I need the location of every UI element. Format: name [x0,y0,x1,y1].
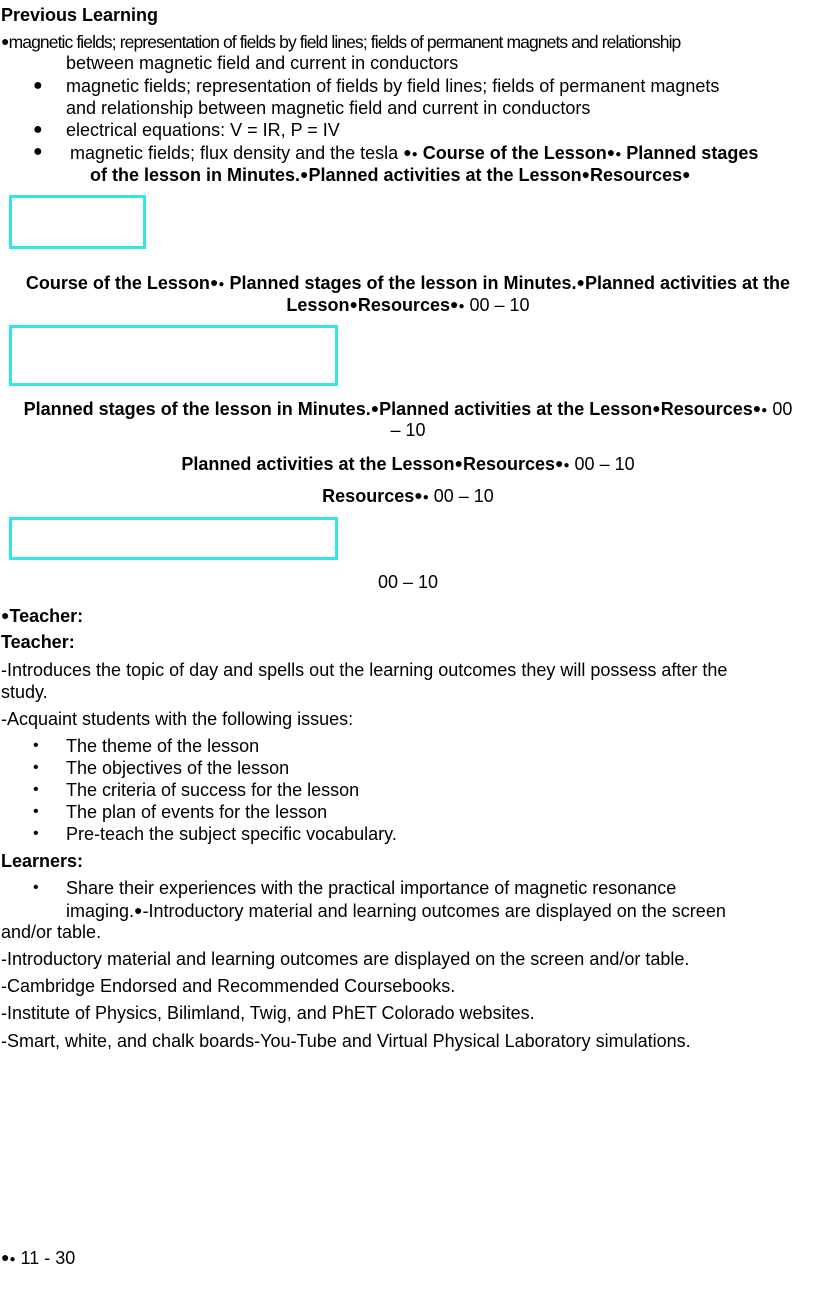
bullet-icon: ● [1,1249,10,1265]
list-item: • Pre-teach the subject specific vocabulary. [33,824,397,844]
resource-line: -Smart, white, and chalk boards-You-Tube and Virtual Physical Laboratory simulations. [1,1031,691,1051]
bullet-icon: ● [563,460,570,471]
teacher-heading: ●Teacher: [1,606,84,626]
list-item: • The criteria of success for the lesson [33,780,360,800]
bullet-icon: ● [449,296,459,312]
empty-field-box[interactable] [9,517,338,560]
bullet-icon: ● [761,405,768,416]
resource-line: -Institute of Physics, Bilimland, Twig, and PhET Colorado websites. [1,1003,535,1023]
planned-stages-line: Planned stages of the lesson in Minutes.●Planned activities at the Lesson●Resources●● 00 [23,399,793,419]
list-item: • The objectives of the lesson [33,758,290,778]
bullet-icon: ● [606,144,616,160]
bullet-icon: ● [134,902,143,918]
empty-field-box[interactable] [9,325,338,386]
bullet-icon: ● [403,144,412,160]
bullet-icon: ● [682,166,691,182]
learners-line-cont: imaging.●-Introductory material and learning outcomes are displayed on the screen [66,901,726,921]
learners-line: Share their experiences with the practical importance of magnetic resonance [66,878,677,898]
bullet-icon: ● [414,487,423,503]
teacher-intro-cont: study. [1,682,48,702]
acquaint-line: -Acquaint students with the following issues: [1,709,354,729]
bullet-icon: ● [1,607,10,623]
time-range: 00 – 10 [377,572,439,592]
teacher-intro: -Introduces the topic of day and spells out the learning outcomes they will possess after the [1,660,728,680]
bullet-icon: ● [209,274,219,290]
bullet-icon: • [33,803,39,820]
bullet-icon: ● [218,279,225,290]
bullet-icon: ● [615,149,622,160]
bullet-icon: ● [752,400,762,416]
bullet-icon: ● [1,33,9,49]
bullet-icon: ● [411,149,418,160]
lesson-course-line-cont: Lesson●Resources●● 00 – 10 [286,295,530,315]
bullet-icon: ● [33,143,43,160]
bullet-icon: ● [454,455,463,471]
resources-line: Resources●● 00 – 10 [322,486,494,506]
planned-activities-line: Planned activities at the Lesson●Resources●● 00 – 10 [181,454,635,474]
resource-line: -Cambridge Endorsed and Recommended Coursebooks. [1,976,456,996]
bullet-icon: ● [581,166,591,182]
lesson-course-line: Course of the Lesson●● Planned stages of the lesson in Minutes.●Planned activities at the [25,273,791,293]
bullet-icon: • [33,825,39,842]
resource-line: -Introductory material and learning outcomes are displayed on the screen and/or table. [1,949,690,969]
footer-time: ●● 11 - 30 [1,1248,76,1268]
planned-stages-time: – 10 [390,420,426,440]
previous-learning-line-cont: between magnetic field and current in conductors [66,53,459,73]
bullet-icon: • [33,759,39,776]
bullet-icon: ● [370,400,380,416]
list-item: • The plan of events for the lesson [33,802,328,822]
bullet-icon: • [33,879,39,896]
bullet-icon: ● [458,301,465,312]
previous-learning-bullet-3-cont: of the lesson in Minutes.●Planned activities at the Lesson●Resources● [90,165,691,185]
previous-learning-heading: Previous Learning [1,5,159,25]
teacher-heading-2: Teacher: [1,632,75,652]
bullet-icon: • [33,781,39,798]
previous-learning-bullet-2: electrical equations: V = IR, P = IV [66,120,340,140]
previous-learning-bullet-1: magnetic fields; representation of fields by field lines; fields of permanent magnets [66,76,720,96]
bullet-icon: • [33,737,39,754]
bullet-icon: ● [652,400,661,416]
learners-line-end: and/or table. [1,922,102,942]
list-item: • The theme of the lesson [33,736,260,756]
bullet-icon: ● [349,296,358,312]
issues-list [0,735,816,845]
empty-field-box[interactable] [9,195,146,249]
bullet-icon: ● [300,166,309,182]
bullet-icon: ● [576,274,585,290]
bullet-icon: ● [9,1254,16,1265]
bullet-icon: ● [33,121,43,138]
learners-heading: Learners: [1,851,84,871]
previous-learning-line: ●magnetic fields; representation of fields by field lines; fields of permanent magnets and relationship [1,32,681,52]
previous-learning-bullet-3: magnetic fields; flux density and the tesla ●● Course of the Lesson●● Planned stages [70,143,759,163]
bullet-icon: ● [422,492,429,503]
previous-learning-bullet-1-cont: and relationship between magnetic field and current in conductors [66,98,591,118]
bullet-icon: ● [33,77,43,94]
bullet-icon: ● [555,455,564,471]
